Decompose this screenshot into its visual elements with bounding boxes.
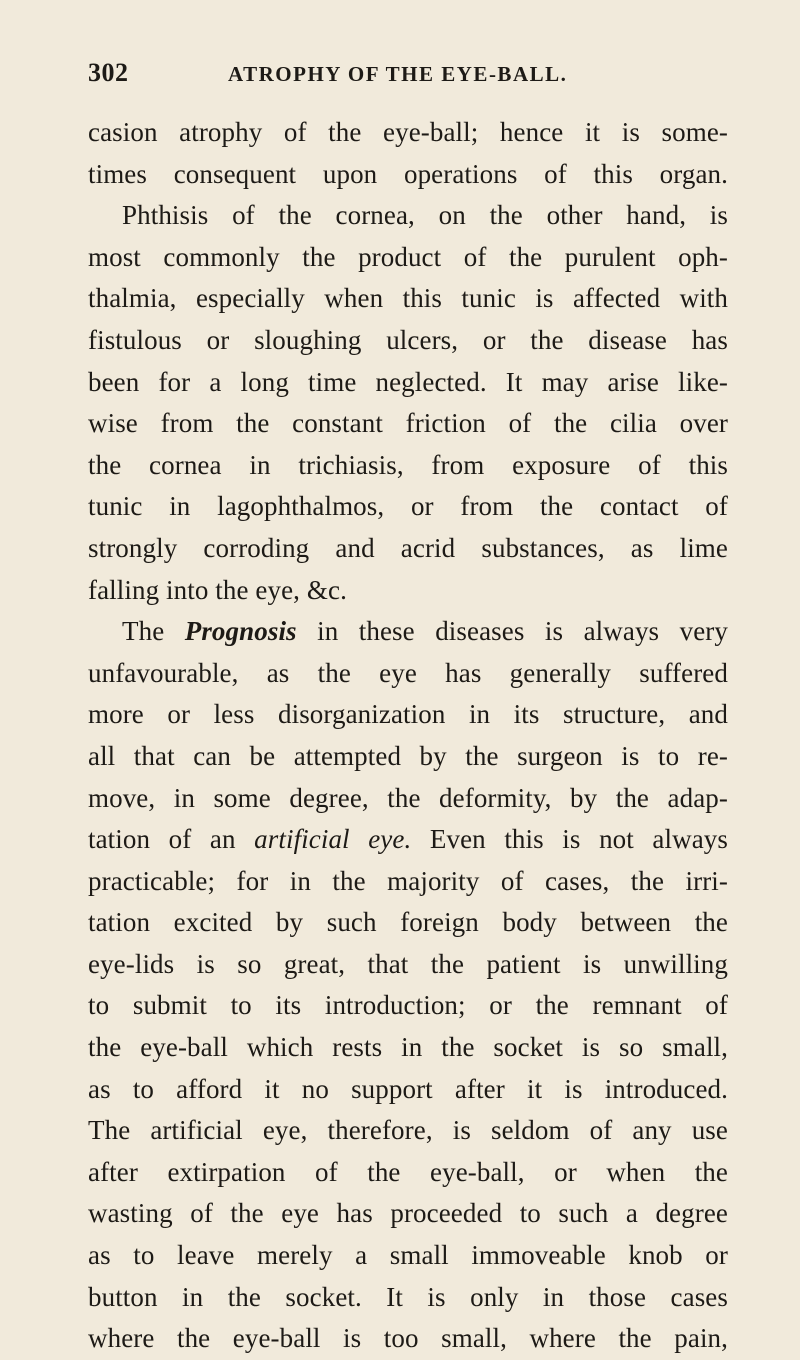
text-line: more or less disorganization in its structure, and (88, 699, 728, 730)
text-span: The (122, 616, 185, 647)
text-line: where the eye-ball is too small, where the pain, (88, 1323, 728, 1354)
running-head: ATROPHY OF THE EYE-BALL. (228, 62, 568, 86)
text-line: the cornea in trichiasis, from exposure of this (88, 449, 728, 480)
text-line (88, 611, 728, 653)
text-span: in these diseases is always very (296, 616, 728, 647)
text-line: unfavourable, as the eye has generally suffered (88, 657, 728, 688)
emphasis-artificial-eye: artificial eye. (254, 824, 412, 855)
text-line: tation excited by such foreign body between the (88, 907, 728, 938)
text-span: tation of an (88, 824, 255, 855)
text-line (88, 819, 728, 861)
text-line: wasting of the eye has proceeded to such a degree (88, 1198, 728, 1229)
text-line: as to afford it no support after it is introduced. (88, 1073, 728, 1104)
text-line: all that can be attempted by the surgeon is to re- (88, 740, 728, 771)
text-line: Phthisis of the cornea, on the other hand, is (122, 200, 728, 231)
text-line: eye-lids is so great, that the patient is unwilling (88, 948, 728, 979)
text-line: falling into the eye, &c. (88, 574, 347, 605)
body-text (88, 112, 728, 1360)
page-header (88, 58, 728, 88)
text-line: times consequent upon operations of this organ. (88, 158, 728, 189)
text-line: practicable; for in the majority of cases, the irri- (88, 865, 728, 896)
text-line: The artificial eye, therefore, is seldom of any use (88, 1115, 728, 1146)
text-line: button in the socket. It is only in those cases (88, 1281, 728, 1312)
text-line: strongly corroding and acrid substances, as lime (88, 532, 728, 563)
text-line: casion atrophy of the eye-ball; hence it is some- (88, 117, 728, 147)
text-line: as to leave merely a small immoveable knob or (88, 1240, 728, 1271)
page-number: 302 (88, 58, 129, 87)
emphasis-prognosis: Prognosis (184, 616, 297, 647)
text-line: been for a long time neglected. It may arise like- (88, 366, 728, 397)
text-line: after extirpation of the eye-ball, or when the (88, 1156, 728, 1187)
text-line: wise from the constant friction of the cilia over (88, 408, 728, 439)
text-line: move, in some degree, the deformity, by the adap- (88, 782, 728, 813)
text-line: tunic in lagophthalmos, or from the contact of (88, 491, 728, 522)
text-line: the eye-ball which rests in the socket is so small, (88, 1032, 728, 1063)
text-line: to submit to its introduction; or the remnant of (88, 990, 728, 1021)
text-line: thalmia, especially when this tunic is affected with (88, 283, 728, 314)
text-line: fistulous or sloughing ulcers, or the disease has (88, 324, 728, 355)
text-span: Even this is not always (411, 824, 729, 855)
text-line: most commonly the product of the purulent oph- (88, 241, 728, 272)
